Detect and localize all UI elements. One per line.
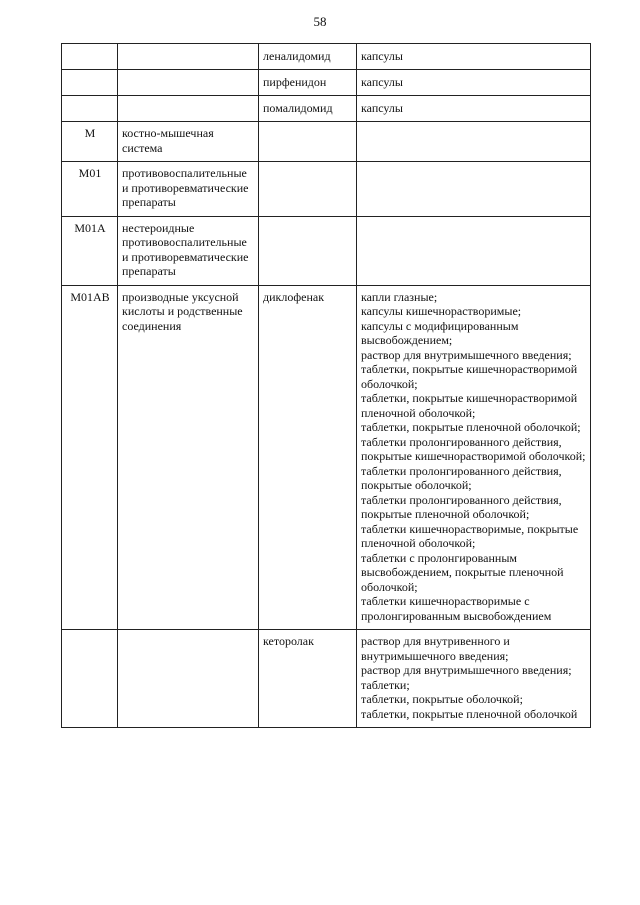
drug-name-cell: диклофенак bbox=[259, 285, 357, 630]
dosage-form-item: раствор для внутримышечного введения; bbox=[361, 663, 572, 677]
dosage-form-item: таблетки кишечнорастворимые, покрытые пленочной оболочкой; bbox=[361, 521, 579, 550]
dosage-form-item: таблетки, покрытые оболочкой; bbox=[361, 692, 523, 706]
group-name-cell bbox=[118, 630, 259, 728]
dosage-form-item: таблетки, покрытые кишечнорастворимой пленочной оболочкой; bbox=[361, 391, 578, 420]
dosage-forms-cell bbox=[357, 630, 591, 728]
dosage-forms-cell bbox=[357, 216, 591, 285]
atc-code-cell bbox=[62, 70, 118, 96]
dosage-forms-cell bbox=[357, 285, 591, 630]
drug-name-cell bbox=[259, 216, 357, 285]
dosage-form-item: капсулы bbox=[361, 49, 403, 63]
atc-code-cell: M01A bbox=[62, 216, 118, 285]
dosage-form-item: раствор для внутримышечного введения; bbox=[361, 347, 572, 362]
dosage-forms-cell bbox=[357, 162, 591, 217]
atc-code-cell: M bbox=[62, 122, 118, 162]
dosage-forms-cell bbox=[357, 96, 591, 122]
group-name-cell: противовоспалительные и противоревматические препараты bbox=[118, 162, 259, 217]
drug-name-cell bbox=[259, 122, 357, 162]
atc-code-cell bbox=[62, 96, 118, 122]
group-name-cell: костно-мышечная система bbox=[118, 122, 259, 162]
dosage-form-item: таблетки; bbox=[361, 677, 410, 692]
drug-name-cell: леналидомид bbox=[259, 44, 357, 70]
dosage-form-item: капсулы с модифицированным высвобождением; bbox=[361, 318, 519, 347]
dosage-form-item: капсулы bbox=[361, 75, 403, 89]
dosage-form-item: таблетки пролонгированного действия, покрытые оболочкой; bbox=[361, 463, 562, 492]
group-name-cell bbox=[118, 70, 259, 96]
atc-code-cell bbox=[62, 44, 118, 70]
dosage-form-item: таблетки пролонгированного действия, покрытые кишечнорастворимой оболочкой; bbox=[361, 434, 586, 463]
table-row bbox=[62, 44, 591, 70]
table-row bbox=[62, 216, 591, 285]
group-name-cell: нестероидные противовоспалительные и противоревматические препараты bbox=[118, 216, 259, 285]
dosage-forms-cell bbox=[357, 122, 591, 162]
dosage-form-item: таблетки с пролонгированным высвобождением, покрытые пленочной оболочкой; bbox=[361, 550, 564, 594]
atc-code-cell: M01 bbox=[62, 162, 118, 217]
group-name-cell bbox=[118, 96, 259, 122]
dosage-form-item: таблетки кишечнорастворимые с пролонгированным высвобождением bbox=[361, 594, 552, 623]
dosage-forms-cell bbox=[357, 70, 591, 96]
table-row bbox=[62, 285, 591, 630]
table-row bbox=[62, 122, 591, 162]
dosage-form-item: капсулы кишечнорастворимые; bbox=[361, 304, 522, 318]
dosage-form-item: капсулы bbox=[361, 101, 403, 115]
drug-table bbox=[61, 43, 591, 728]
table-row bbox=[62, 96, 591, 122]
dosage-form-item: таблетки, покрытые пленочной оболочкой bbox=[361, 706, 578, 721]
dosage-form-item: таблетки, покрытые кишечнорастворимой оболочкой; bbox=[361, 362, 578, 391]
table-row bbox=[62, 162, 591, 217]
group-name-cell: производные уксусной кислоты и родственные соединения bbox=[118, 285, 259, 630]
dosage-form-item: таблетки пролонгированного действия, покрытые пленочной оболочкой; bbox=[361, 492, 562, 521]
atc-code-cell: M01AB bbox=[62, 285, 118, 630]
dosage-form-item: капли глазные; bbox=[361, 289, 438, 304]
group-name-cell bbox=[118, 44, 259, 70]
drug-name-cell: помалидомид bbox=[259, 96, 357, 122]
drug-name-cell: пирфенидон bbox=[259, 70, 357, 96]
drug-name-cell: кеторолак bbox=[259, 630, 357, 728]
table-row bbox=[62, 630, 591, 728]
page-number: 58 bbox=[313, 14, 327, 29]
atc-code-cell bbox=[62, 630, 118, 728]
dosage-forms-cell bbox=[357, 44, 591, 70]
drug-name-cell bbox=[259, 162, 357, 217]
dosage-form-item: раствор для внутривенного и внутримышечного введения; bbox=[361, 634, 510, 663]
table-row bbox=[62, 70, 591, 96]
dosage-form-item: таблетки, покрытые пленочной оболочкой; bbox=[361, 420, 581, 434]
